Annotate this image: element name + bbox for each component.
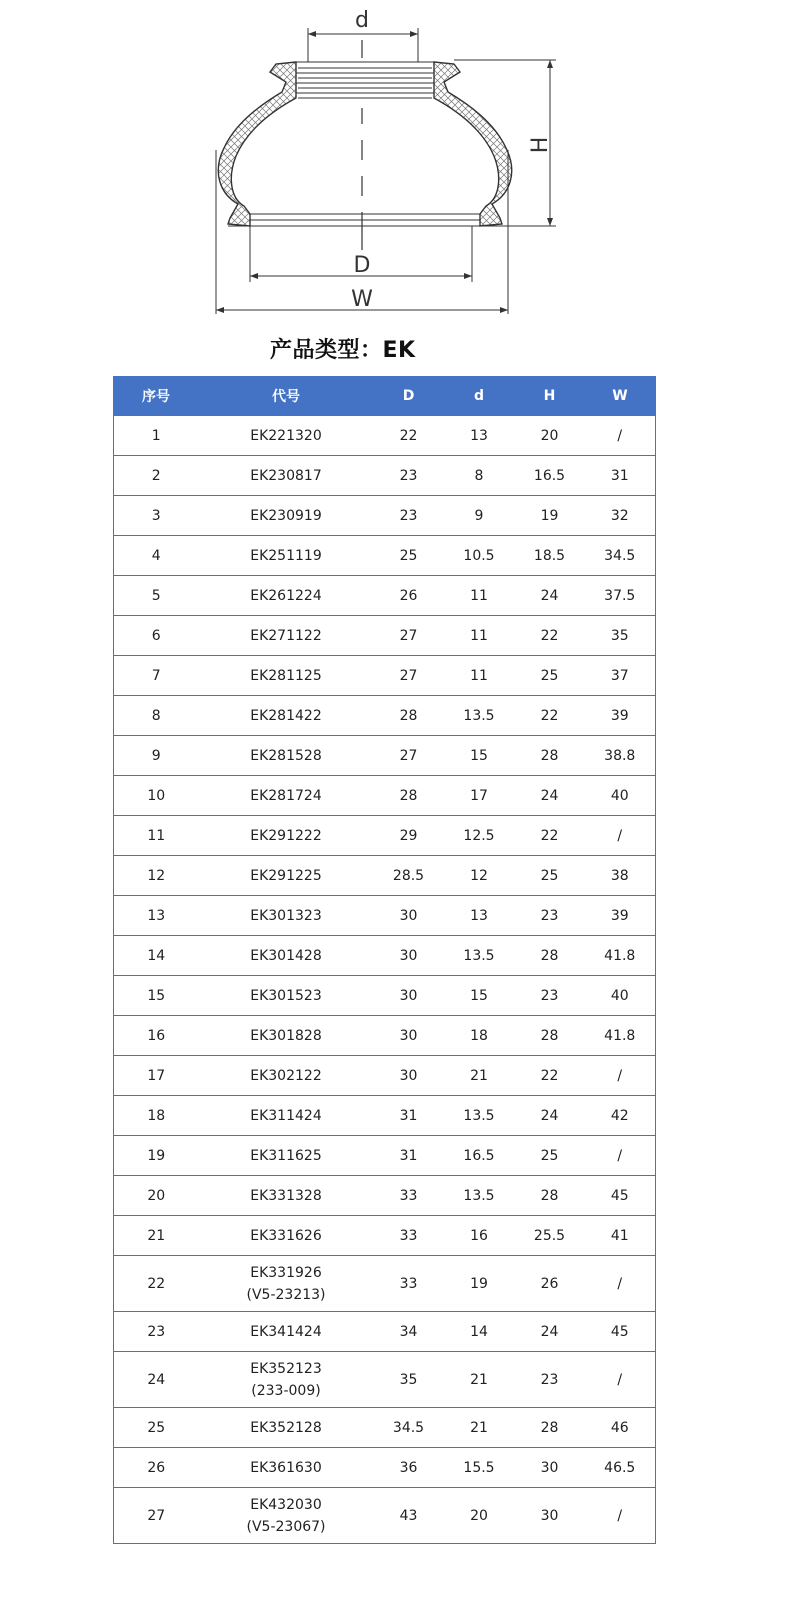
cell-code <box>199 736 374 776</box>
code-primary: EK271122 <box>250 627 322 644</box>
cell-d: 13.5 <box>444 696 515 736</box>
table-row <box>114 616 656 656</box>
cell-no: 4 <box>114 536 199 576</box>
table-row <box>114 1256 656 1312</box>
code-primary: EK311424 <box>250 1107 322 1124</box>
table-body <box>114 416 656 1544</box>
dim-label-W: W <box>351 287 373 312</box>
cell-code <box>199 1448 374 1488</box>
cell-W: 31 <box>585 456 656 496</box>
cell-no: 22 <box>114 1256 199 1312</box>
cell-W: / <box>585 1352 656 1408</box>
cell-code <box>199 1312 374 1352</box>
code-primary: EK331328 <box>250 1187 322 1204</box>
cell-d: 14 <box>444 1312 515 1352</box>
cell-code <box>199 1408 374 1448</box>
table-row <box>114 1448 656 1488</box>
code-primary: EK331626 <box>250 1227 322 1244</box>
cell-d: 20 <box>444 1488 515 1544</box>
cell-d: 10.5 <box>444 536 515 576</box>
cell-no: 20 <box>114 1176 199 1216</box>
cell-D: 27 <box>374 736 444 776</box>
cell-d: 12.5 <box>444 816 515 856</box>
table-row <box>114 856 656 896</box>
cell-code <box>199 1256 374 1312</box>
cell-code <box>199 1216 374 1256</box>
cell-W: 41 <box>585 1216 656 1256</box>
cell-no: 11 <box>114 816 199 856</box>
cell-no: 13 <box>114 896 199 936</box>
cell-no: 9 <box>114 736 199 776</box>
cell-d: 13.5 <box>444 1096 515 1136</box>
cell-D: 25 <box>374 536 444 576</box>
cell-code <box>199 696 374 736</box>
cell-code <box>199 976 374 1016</box>
code-primary: EK251119 <box>250 547 322 564</box>
table-row <box>114 1488 656 1544</box>
code-alternate: (233-009) <box>251 1382 321 1399</box>
code-primary: EK361630 <box>250 1459 322 1476</box>
cell-d: 13 <box>444 416 515 456</box>
cell-no: 15 <box>114 976 199 1016</box>
cell-H: 30 <box>515 1488 585 1544</box>
cell-D: 31 <box>374 1096 444 1136</box>
code-primary: EK301428 <box>250 947 322 964</box>
cell-code <box>199 1176 374 1216</box>
cell-D: 30 <box>374 1056 444 1096</box>
table-header-row <box>114 376 656 416</box>
cell-D: 30 <box>374 936 444 976</box>
cell-no: 18 <box>114 1096 199 1136</box>
cell-D: 23 <box>374 456 444 496</box>
cell-H: 25.5 <box>515 1216 585 1256</box>
cell-D: 23 <box>374 496 444 536</box>
cell-D: 28 <box>374 696 444 736</box>
cell-H: 22 <box>515 696 585 736</box>
cell-W: 45 <box>585 1176 656 1216</box>
code-primary: EK291222 <box>250 827 322 844</box>
code-primary: EK230919 <box>250 507 322 524</box>
cell-W: / <box>585 416 656 456</box>
cell-d: 18 <box>444 1016 515 1056</box>
code-alternate: (V5-23067) <box>246 1518 326 1535</box>
code-primary: EK352128 <box>250 1419 322 1436</box>
cell-no: 23 <box>114 1312 199 1352</box>
cell-code <box>199 816 374 856</box>
cell-D: 30 <box>374 896 444 936</box>
cell-no: 8 <box>114 696 199 736</box>
cell-D: 30 <box>374 1016 444 1056</box>
cell-W: 45 <box>585 1312 656 1352</box>
cell-d: 15 <box>444 976 515 1016</box>
code-primary: EK281422 <box>250 707 322 724</box>
table-row <box>114 776 656 816</box>
spec-table <box>113 376 656 1544</box>
code-primary: EK352123 <box>250 1360 322 1377</box>
cell-W: / <box>585 1488 656 1544</box>
cell-H: 22 <box>515 1056 585 1096</box>
cell-W: 39 <box>585 896 656 936</box>
header-d: d <box>444 376 515 416</box>
cell-no: 7 <box>114 656 199 696</box>
cell-code <box>199 776 374 816</box>
cell-d: 16.5 <box>444 1136 515 1176</box>
cell-D: 28.5 <box>374 856 444 896</box>
cell-d: 19 <box>444 1256 515 1312</box>
table-row <box>114 1408 656 1448</box>
cell-H: 25 <box>515 656 585 696</box>
cell-W: 37.5 <box>585 576 656 616</box>
cell-no: 10 <box>114 776 199 816</box>
cell-no: 6 <box>114 616 199 656</box>
cell-D: 27 <box>374 656 444 696</box>
cell-H: 28 <box>515 1176 585 1216</box>
header-H: H <box>515 376 585 416</box>
cell-H: 28 <box>515 1408 585 1448</box>
cell-d: 15 <box>444 736 515 776</box>
code-primary: EK221320 <box>250 427 322 444</box>
cell-W: 40 <box>585 776 656 816</box>
table-row <box>114 416 656 456</box>
cell-no: 25 <box>114 1408 199 1448</box>
code-primary: EK281528 <box>250 747 322 764</box>
code-primary: EK331926 <box>250 1264 322 1281</box>
cell-code <box>199 456 374 496</box>
cell-D: 34 <box>374 1312 444 1352</box>
cell-d: 8 <box>444 456 515 496</box>
cell-code <box>199 1136 374 1176</box>
cell-W: 42 <box>585 1096 656 1136</box>
dim-label-H: H <box>528 136 553 154</box>
cell-W: 38 <box>585 856 656 896</box>
table-row <box>114 496 656 536</box>
table-row <box>114 1136 656 1176</box>
cell-H: 30 <box>515 1448 585 1488</box>
cell-D: 26 <box>374 576 444 616</box>
cell-no: 12 <box>114 856 199 896</box>
cell-D: 30 <box>374 976 444 1016</box>
table-row <box>114 1056 656 1096</box>
cell-no: 16 <box>114 1016 199 1056</box>
thread-lines <box>228 62 502 226</box>
cell-d: 17 <box>444 776 515 816</box>
cell-no: 14 <box>114 936 199 976</box>
cell-d: 11 <box>444 576 515 616</box>
cell-H: 22 <box>515 616 585 656</box>
table-row <box>114 1176 656 1216</box>
cell-no: 2 <box>114 456 199 496</box>
cell-code <box>199 856 374 896</box>
code-primary: EK301323 <box>250 907 322 924</box>
cell-code <box>199 616 374 656</box>
cell-H: 22 <box>515 816 585 856</box>
cell-H: 24 <box>515 1096 585 1136</box>
cell-code <box>199 1056 374 1096</box>
table-row <box>114 1352 656 1408</box>
table-row <box>114 576 656 616</box>
dim-label-D: D <box>353 253 371 278</box>
cell-H: 19 <box>515 496 585 536</box>
code-primary: EK341424 <box>250 1323 322 1340</box>
cell-W: 35 <box>585 616 656 656</box>
cell-W: / <box>585 1256 656 1312</box>
code-primary: EK311625 <box>250 1147 322 1164</box>
cell-H: 28 <box>515 1016 585 1056</box>
cell-W: 46 <box>585 1408 656 1448</box>
cell-d: 21 <box>444 1352 515 1408</box>
table-row <box>114 1216 656 1256</box>
cell-code <box>199 896 374 936</box>
code-primary: EK281724 <box>250 787 322 804</box>
cell-W: / <box>585 1136 656 1176</box>
cell-H: 20 <box>515 416 585 456</box>
cell-no: 27 <box>114 1488 199 1544</box>
cell-d: 16 <box>444 1216 515 1256</box>
cell-d: 9 <box>444 496 515 536</box>
product-type-title: 产品类型：EK <box>270 338 416 363</box>
code-primary: EK261224 <box>250 587 322 604</box>
cell-H: 23 <box>515 896 585 936</box>
cell-no: 24 <box>114 1352 199 1408</box>
code-primary: EK281125 <box>250 667 322 684</box>
table-row <box>114 936 656 976</box>
table-row <box>114 736 656 776</box>
cell-W: 34.5 <box>585 536 656 576</box>
cell-D: 33 <box>374 1176 444 1216</box>
cell-d: 13.5 <box>444 1176 515 1216</box>
cell-H: 23 <box>515 1352 585 1408</box>
cell-D: 36 <box>374 1448 444 1488</box>
cell-W: / <box>585 1056 656 1096</box>
cell-d: 11 <box>444 656 515 696</box>
cell-no: 26 <box>114 1448 199 1488</box>
cell-no: 21 <box>114 1216 199 1256</box>
cell-H: 24 <box>515 576 585 616</box>
table-row <box>114 1096 656 1136</box>
cell-W: / <box>585 816 656 856</box>
dim-label-d: d <box>355 8 369 33</box>
cell-W: 39 <box>585 696 656 736</box>
cell-code <box>199 1016 374 1056</box>
cell-d: 21 <box>444 1056 515 1096</box>
table-row <box>114 816 656 856</box>
cell-H: 24 <box>515 776 585 816</box>
header-D: D <box>374 376 444 416</box>
cell-H: 23 <box>515 976 585 1016</box>
table-row <box>114 1016 656 1056</box>
cell-H: 24 <box>515 1312 585 1352</box>
cell-no: 19 <box>114 1136 199 1176</box>
cell-D: 43 <box>374 1488 444 1544</box>
cell-code <box>199 1488 374 1544</box>
cell-code <box>199 1352 374 1408</box>
table-row <box>114 656 656 696</box>
code-primary: EK301828 <box>250 1027 322 1044</box>
table-row <box>114 456 656 496</box>
cell-H: 25 <box>515 856 585 896</box>
table-row <box>114 536 656 576</box>
cell-H: 25 <box>515 1136 585 1176</box>
header-W: W <box>585 376 656 416</box>
table-row <box>114 696 656 736</box>
cell-W: 38.8 <box>585 736 656 776</box>
cell-W: 46.5 <box>585 1448 656 1488</box>
cell-d: 21 <box>444 1408 515 1448</box>
table-row <box>114 1312 656 1352</box>
cell-no: 17 <box>114 1056 199 1096</box>
cell-H: 18.5 <box>515 536 585 576</box>
cell-H: 28 <box>515 736 585 776</box>
cell-no: 1 <box>114 416 199 456</box>
cell-H: 26 <box>515 1256 585 1312</box>
cell-code <box>199 536 374 576</box>
cell-no: 5 <box>114 576 199 616</box>
cell-code <box>199 496 374 536</box>
cell-D: 35 <box>374 1352 444 1408</box>
header-code: 代号 <box>199 376 374 416</box>
code-primary: EK291225 <box>250 867 322 884</box>
cell-W: 40 <box>585 976 656 1016</box>
cell-W: 41.8 <box>585 1016 656 1056</box>
code-primary: EK301523 <box>250 987 322 1004</box>
cell-D: 27 <box>374 616 444 656</box>
cell-d: 13.5 <box>444 936 515 976</box>
code-primary: EK302122 <box>250 1067 322 1084</box>
cell-code <box>199 936 374 976</box>
cell-D: 31 <box>374 1136 444 1176</box>
boot-dimension-diagram <box>0 0 790 325</box>
header-no: 序号 <box>114 376 199 416</box>
cell-H: 28 <box>515 936 585 976</box>
cell-d: 15.5 <box>444 1448 515 1488</box>
cell-d: 12 <box>444 856 515 896</box>
cell-D: 34.5 <box>374 1408 444 1448</box>
cell-code <box>199 1096 374 1136</box>
code-alternate: (V5-23213) <box>246 1286 326 1303</box>
cell-d: 13 <box>444 896 515 936</box>
cell-D: 33 <box>374 1256 444 1312</box>
cell-D: 28 <box>374 776 444 816</box>
cell-W: 37 <box>585 656 656 696</box>
cell-code <box>199 656 374 696</box>
table-row <box>114 976 656 1016</box>
cell-d: 11 <box>444 616 515 656</box>
cell-D: 29 <box>374 816 444 856</box>
cell-H: 16.5 <box>515 456 585 496</box>
code-primary: EK230817 <box>250 467 322 484</box>
code-primary: EK432030 <box>250 1496 322 1513</box>
cell-D: 22 <box>374 416 444 456</box>
table-row <box>114 896 656 936</box>
cell-W: 32 <box>585 496 656 536</box>
cell-W: 41.8 <box>585 936 656 976</box>
cell-code <box>199 416 374 456</box>
cell-code <box>199 576 374 616</box>
boot-section-drawing <box>218 62 511 226</box>
cell-no: 3 <box>114 496 199 536</box>
cell-D: 33 <box>374 1216 444 1256</box>
